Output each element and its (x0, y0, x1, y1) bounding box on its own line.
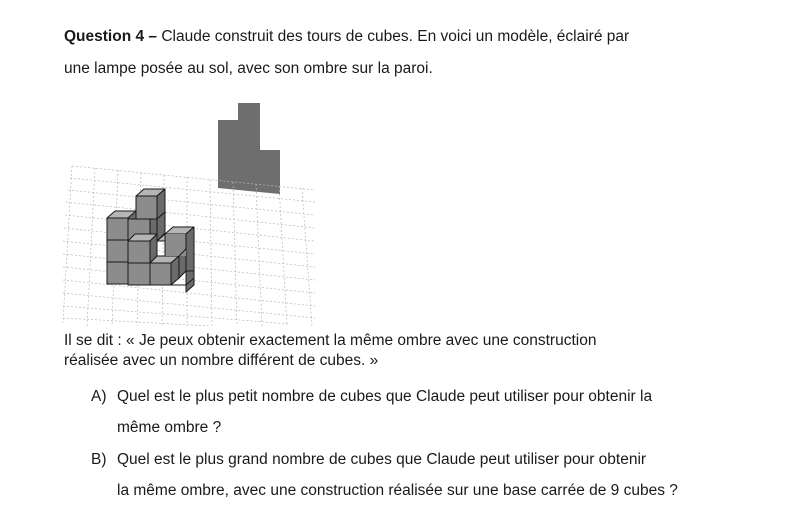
question-intro-line-2: une lampe posée au sol, avec son ombre sur la paroi. (64, 60, 433, 77)
question-intro-text: Claude construit des tours de cubes. En voici un modèle, éclairé par (157, 28, 630, 45)
question-b-line-2: la même ombre, avec une construction réalisée sur une base carrée de 9 cubes ? (117, 482, 678, 499)
cube-tower (107, 189, 194, 292)
question-label: Question 4 – (64, 28, 158, 45)
question-a-marker: A) (91, 388, 107, 405)
question-b-marker: B) (91, 451, 107, 468)
statement-line-1: Il se dit : « Je peux obtenir exactement la même ombre avec une construction (64, 332, 597, 349)
wall-shadow (218, 103, 280, 194)
question-intro-line-1 (64, 27, 629, 47)
question-a-line-2: même ombre ? (117, 419, 222, 436)
statement-line-2: réalisée avec un nombre différent de cubes. » (64, 352, 379, 369)
question-a-line-1: Quel est le plus petit nombre de cubes que Claude peut utiliser pour obtenir la (117, 388, 653, 405)
question-b-line-1: Quel est le plus grand nombre de cubes que Claude peut utiliser pour obtenir (117, 451, 647, 468)
cube-tower-figure (60, 98, 320, 328)
